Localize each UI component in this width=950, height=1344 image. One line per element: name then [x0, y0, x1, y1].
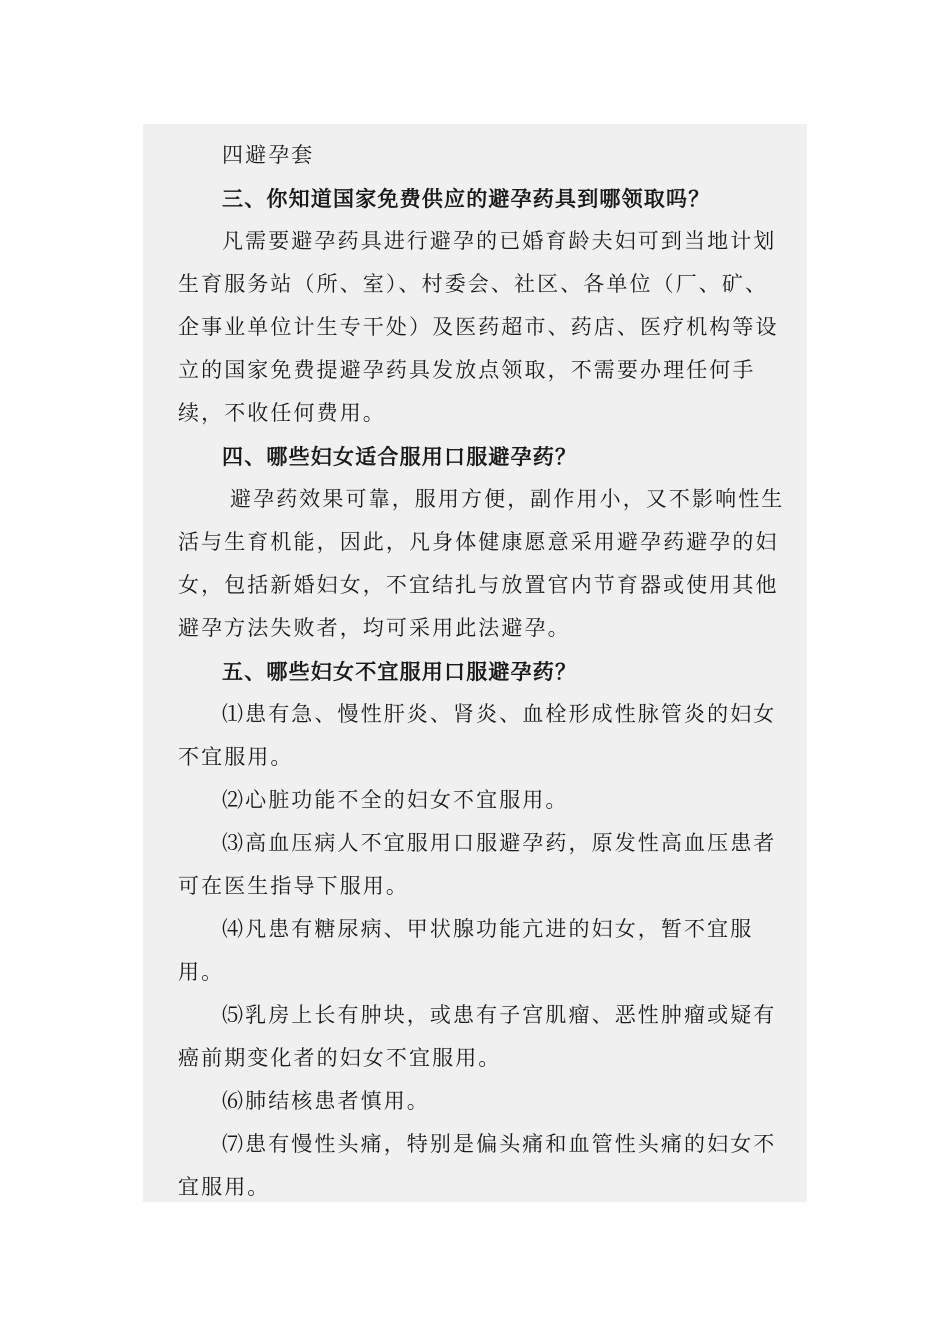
paragraph-line: 企事业单位计生专干处）及医药超市、药店、医疗机构等设 — [178, 315, 779, 339]
list-item-7-cont: 宜服用。 — [178, 1175, 271, 1199]
section-heading-5: 五、哪些妇女不宜服用口服避孕药？ — [222, 659, 578, 684]
paragraph-line: 避孕药效果可靠，服用方便，副作用小，又不影响性生 — [230, 487, 785, 511]
paragraph-line: 避孕方法失败者，均可采用此法避孕。 — [178, 616, 571, 640]
section-heading-4: 四、哪些妇女适合服用口服避孕药？ — [222, 444, 578, 469]
list-item-4: ⑷凡患有糖尿病、甲状腺功能亢进的妇女，暂不宜服 — [222, 917, 754, 941]
paragraph-line: 凡需要避孕药具进行避孕的已婚育龄夫妇可到当地计划 — [222, 229, 777, 253]
document-body — [178, 134, 785, 1209]
paragraph-line: 立的国家免费提避孕药具发放点领取，不需要办理任何手 — [178, 358, 756, 382]
paragraph-line: 续，不收任何费用。 — [178, 401, 386, 425]
list-item-5: ⑸乳房上长有肿块，或患有子宫肌瘤、恶性肿瘤或疑有 — [222, 1003, 777, 1027]
list-item-3-cont: 可在医生指导下服用。 — [178, 874, 409, 898]
paragraph-line: 活与生育机能，因此，凡身体健康愿意采用避孕药避孕的妇 — [178, 530, 779, 554]
section-heading-3: 三、你知道国家免费供应的避孕药具到哪领取吗？ — [222, 186, 711, 211]
list-item-2: ⑵心脏功能不全的妇女不宜服用。 — [222, 788, 569, 812]
list-item-contraceptive-condom: 四避孕套 — [222, 143, 315, 167]
list-item-6: ⑹肺结核患者慎用。 — [222, 1089, 430, 1113]
list-item-4-cont: 用。 — [178, 960, 225, 984]
list-item-1: ⑴患有急、慢性肝炎、肾炎、血栓形成性脉管炎的妇女 — [222, 702, 777, 726]
list-item-5-cont: 癌前期变化者的妇女不宜服用。 — [178, 1046, 502, 1070]
paragraph-line: 女，包括新婚妇女，不宜结扎与放置官内节育器或使用其他 — [178, 573, 779, 597]
list-item-3: ⑶高血压病人不宜服用口服避孕药，原发性高血压患者 — [222, 831, 777, 855]
list-item-1-cont: 不宜服用。 — [178, 745, 294, 769]
paragraph-line: 生育服务站（所、室）、村委会、社区、各单位（厂、矿、 — [178, 272, 769, 296]
list-item-7: ⑺患有慢性头痛，特别是偏头痛和血管性头痛的妇女不 — [222, 1132, 777, 1156]
